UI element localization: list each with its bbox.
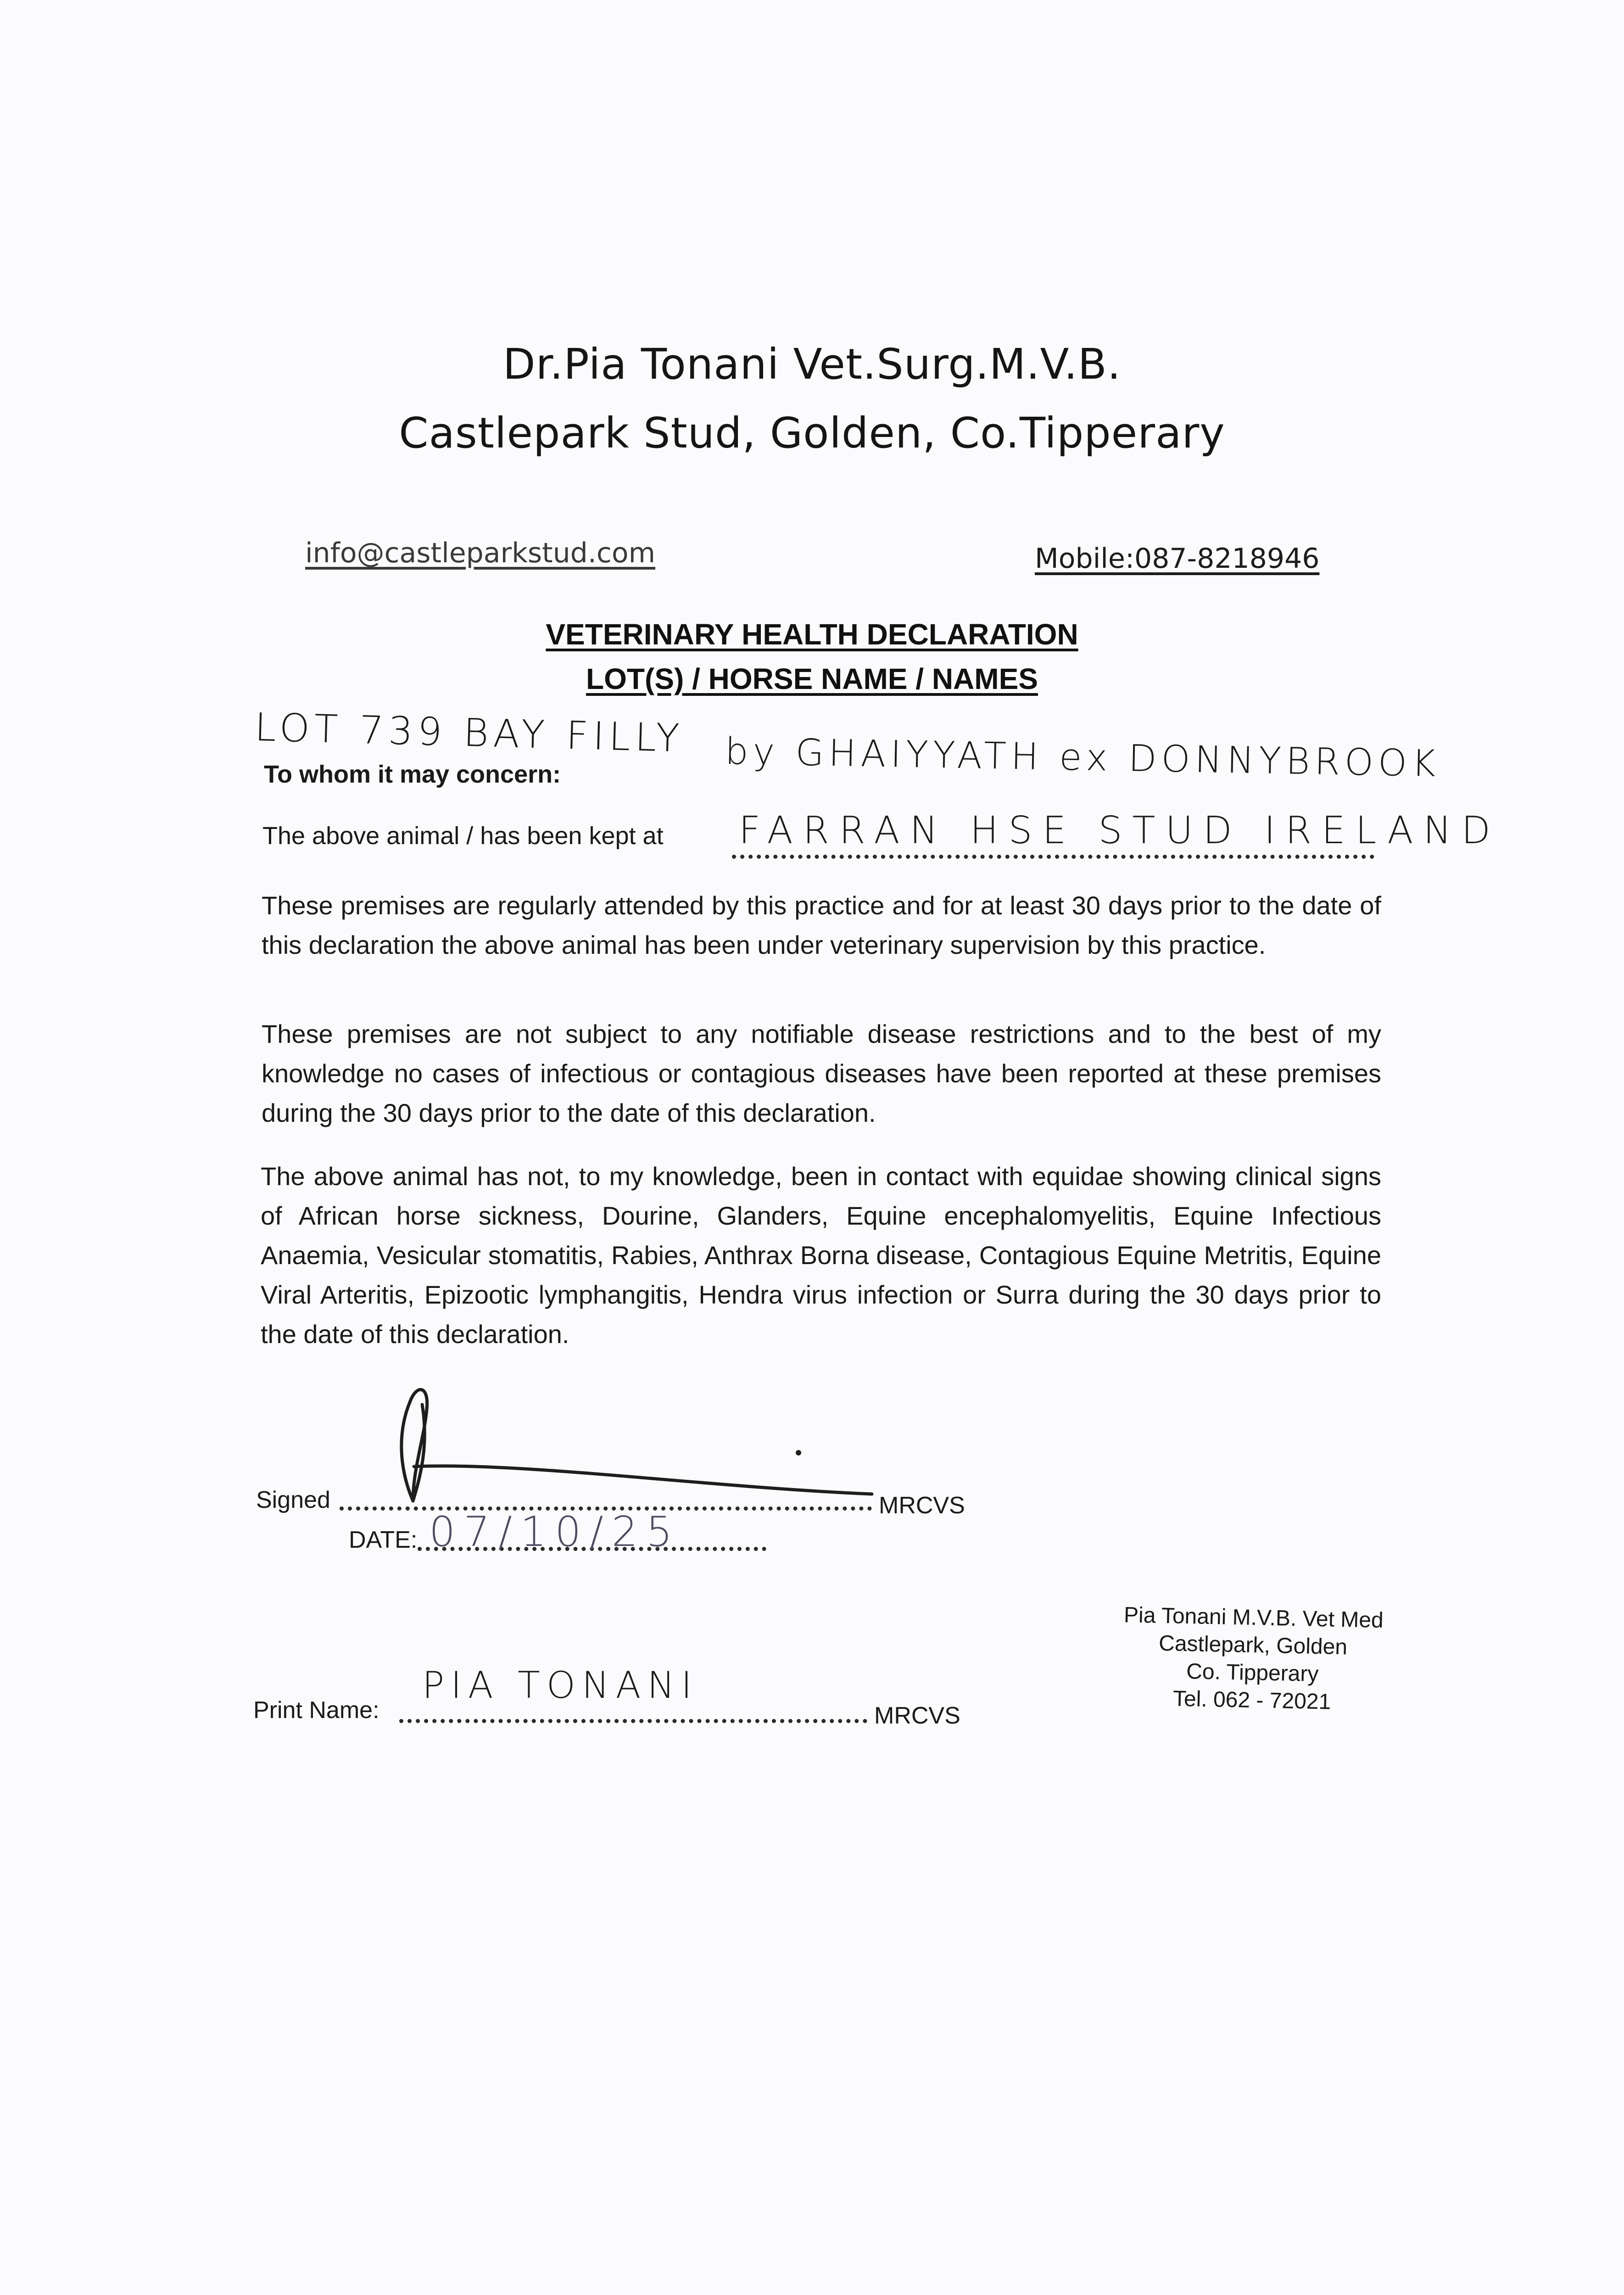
- stamp-line: Co. Tipperary: [1186, 1659, 1319, 1687]
- paragraph-text: These premises are regularly attended by this practice and for at least 30 days prior to the date of this declaration the above animal has been under veterinary supervision by this practice.: [262, 891, 1381, 959]
- signed-mrcvs-label: MRCVS: [879, 1492, 965, 1519]
- paragraph-supervision: [262, 886, 1381, 965]
- print-name-dotted-line: [399, 1719, 867, 1723]
- paragraph-text: The above animal has not, to my knowledge, been in contact with equidae showing clinical signs of African horse sickness, Dourine, Glanders, Equine encephalomyelitis, Equine Infectious Anaemia, Vesicular stomatitis, Rabies, Anthrax Borna disease, Contagious Equine Metritis, Equine Viral Arteritis, Epizootic lymphangitis, Hendra virus infection or Surra during the 30 days prior to the date of this declaration.: [261, 1162, 1381, 1349]
- paragraph-contact: [261, 1157, 1381, 1354]
- email-link[interactable]: info@castleparkstud.com: [305, 537, 656, 569]
- handwritten-lot: LOT 739 BAY FILLY: [254, 705, 685, 761]
- mobile-number: Mobile:087-8218946: [1035, 543, 1320, 575]
- handwritten-date: 07/10/25: [429, 1508, 681, 1556]
- paragraph-restrictions: [262, 1014, 1381, 1133]
- kept-at-label: The above animal / has been kept at: [262, 822, 664, 850]
- stamp-line: Castlepark, Golden: [1158, 1631, 1348, 1660]
- letterhead-name: Dr.Pia Tonani Vet.Surg.M.V.B.: [502, 340, 1122, 389]
- stamp-line: Pia Tonani M.V.B. Vet Med: [1123, 1603, 1384, 1633]
- handwritten-premises: FARRAN HSE STUD IRELAND: [739, 809, 1501, 852]
- stamp-line: Tel. 062 - 72021: [1172, 1686, 1331, 1714]
- signature-scribble: [385, 1377, 890, 1519]
- handwritten-print-name: PIA TONANI: [422, 1664, 698, 1707]
- letterhead-address: Castlepark Stud, Golden, Co.Tipperary: [399, 409, 1225, 458]
- handwritten-horse: by GHAIYYATH ex DONNYBROOK: [725, 730, 1441, 785]
- declaration-subtitle: LOT(S) / HORSE NAME / NAMES: [586, 662, 1038, 695]
- signed-label: Signed: [256, 1487, 330, 1513]
- practice-stamp: [1055, 1600, 1451, 1718]
- paragraph-text: These premises are not subject to any notifiable disease restrictions and to the best of my knowledge no cases of infectious or contagious diseases have been reported at these premises during the 30 days prior to the date of this declaration.: [262, 1019, 1381, 1127]
- date-label: DATE:: [349, 1527, 418, 1553]
- declaration-title: VETERINARY HEALTH DECLARATION: [546, 618, 1078, 651]
- print-name-label: Print Name:: [253, 1697, 379, 1724]
- greeting: To whom it may concern:: [264, 761, 561, 788]
- premises-dotted-line: [732, 855, 1374, 859]
- print-name-mrcvs-label: MRCVS: [874, 1702, 960, 1729]
